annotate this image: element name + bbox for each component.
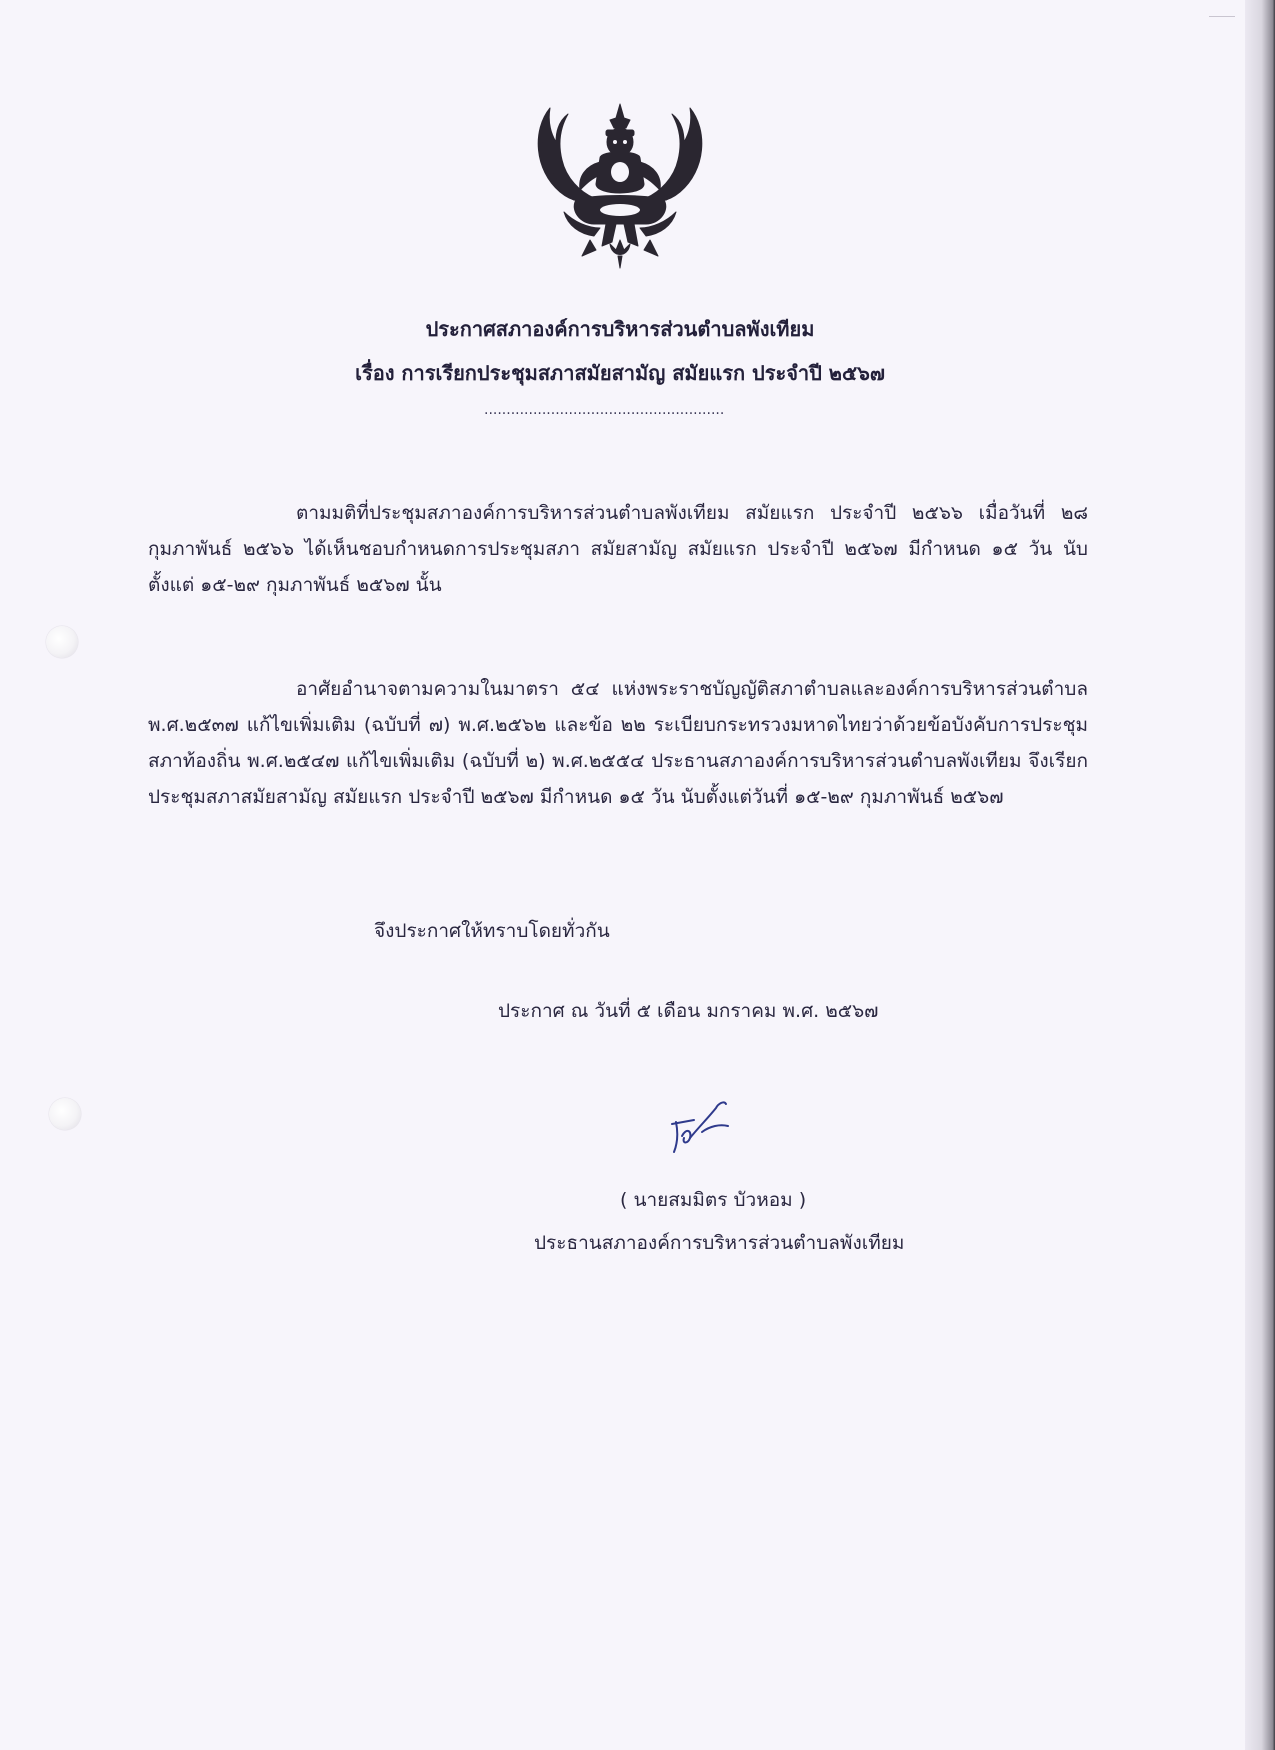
subject-line: เรื่อง การเรียกประชุมสภาสมัยสามัญ สมัยแรก ประจำปี ๒๕๖๗ xyxy=(355,361,885,385)
dotted-divider: ...................................................... xyxy=(484,402,725,418)
punch-hole-top xyxy=(46,626,78,658)
garuda-emblem-icon xyxy=(520,100,720,270)
punch-hole-bottom xyxy=(49,1098,81,1130)
corner-mark xyxy=(1209,0,1235,17)
body-paragraph-1: ตามมติที่ประชุมสภาองค์การบริหารส่วนตำบลพังเทียม สมัยแรก ประจำปี ๒๕๖๖ เมื่อวันที่ ๒๘ กุมภาพันธ์ ๒๕๖๖ ได้เห็นชอบกำหนดการประชุมสภา สมัยสามัญ สมัยแรก ประจำปี ๒๕๖๗ มีกำหนด ๑๕ วัน นับตั้งแต่ ๑๕-๒๙ กุมภาพันธ์ ๒๕๖๗ นั้น xyxy=(148,502,1088,596)
page-edge-shadow xyxy=(1245,0,1275,1750)
announcement-title: ประกาศสภาองค์การบริหารส่วนตำบลพังเทียม xyxy=(425,317,815,341)
signer-title: ประธานสภาองค์การบริหารส่วนตำบลพังเทียม xyxy=(534,1232,905,1254)
signer-name: ( นายสมมิตร บัวหอม ) xyxy=(620,1189,807,1211)
closing-statement: จึงประกาศให้ทราบโดยทั่วกัน xyxy=(374,920,610,942)
body-paragraph-2: อาศัยอำนาจตามความในมาตรา ๕๔ แห่งพระราชบัญญัติสภาตำบลและองค์การบริหารส่วนตำบล พ.ศ.๒๕๓๗ แก้ไขเพิ่มเติม (ฉบับที่ ๗) พ.ศ.๒๕๖๒ และข้อ ๒๒ ระเบียบกระทรวงมหาดไทยว่าด้วยข้อบังคับการประชุมสภาท้องถิ่น พ.ศ.๒๕๔๗ แก้ไขเพิ่มเติม (ฉบับที่ ๒) พ.ศ.๒๕๕๔ ประธานสภาองค์การบริหารส่วนตำบลพังเทียม จึงเรียกประชุมสภาสมัยสามัญ สมัยแรก ประจำปี ๒๕๖๗ มีกำหนด ๑๕ วัน นับตั้งแต่วันที่ ๑๕-๒๙ กุมภาพันธ์ ๒๕๖๗ xyxy=(148,678,1088,808)
handwritten-signature-icon xyxy=(664,1098,754,1158)
announcement-date: ประกาศ ณ วันที่ ๕ เดือน มกราคม พ.ศ. ๒๕๖๗ xyxy=(498,1000,879,1022)
